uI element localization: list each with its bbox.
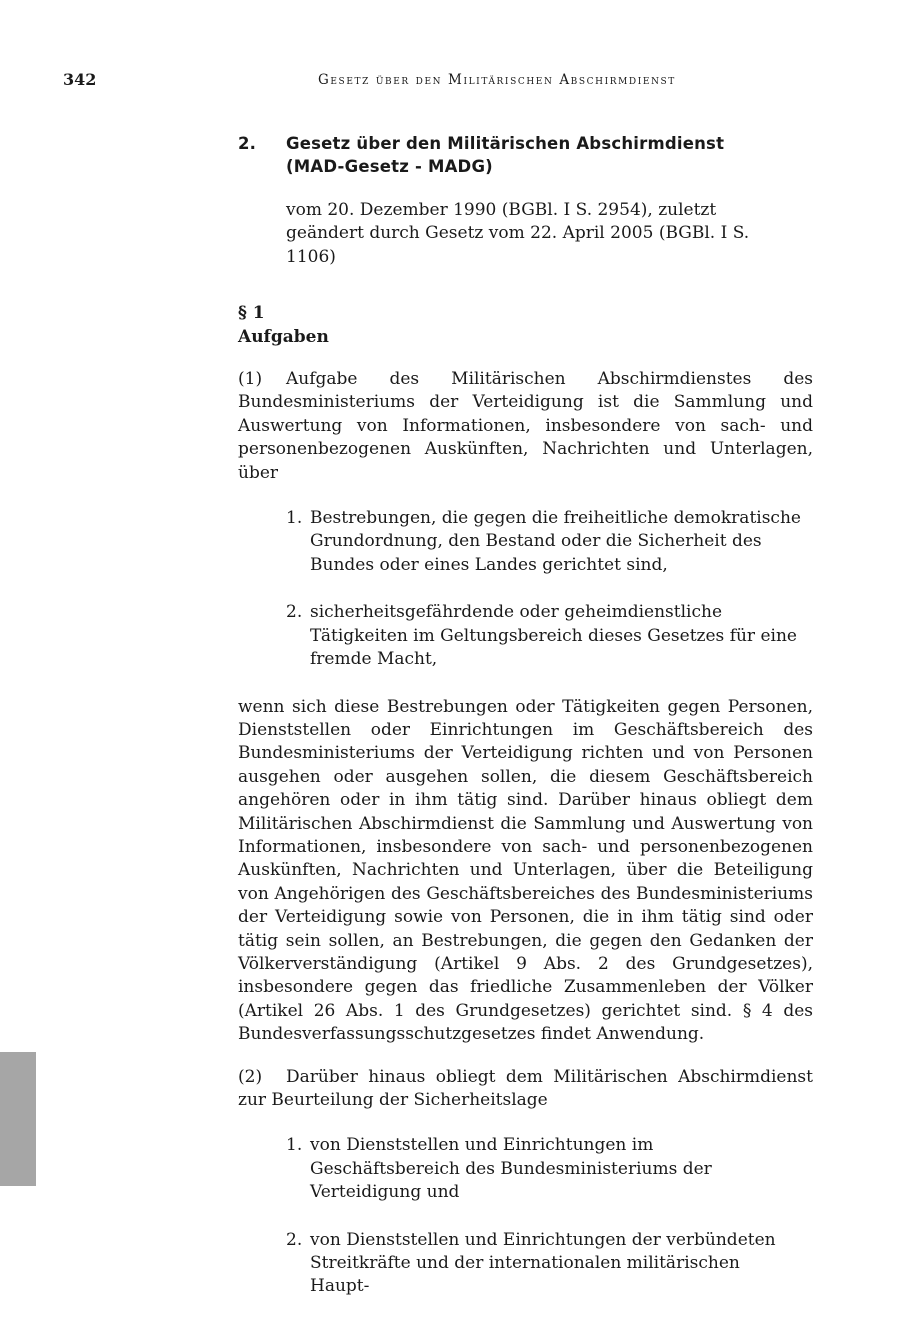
- heading-number: 2.: [238, 134, 257, 153]
- paragraph-number: (1): [238, 369, 263, 390]
- list-item-text: Bestrebungen, die gegen die freiheitliche demokratische Grundordnung, den Bestand oder die Sicherheit des Bundes oder eines Landes gerichtet sind,: [310, 508, 801, 575]
- list-item: [286, 507, 813, 577]
- section-number: § 1: [238, 303, 265, 324]
- list-item-number: 2.: [286, 1229, 303, 1250]
- paragraph-2: [238, 1066, 813, 1113]
- list-item: [286, 1134, 813, 1204]
- paragraph-1: [238, 368, 813, 485]
- paragraph-text: Darüber hinaus obliegt dem Militärischen Abschirmdienst zur Beurteilung der Sicherheitslage: [238, 1066, 813, 1110]
- document-body: [238, 132, 813, 1323]
- law-subtitle: vom 20. Dezember 1990 (BGBl. I S. 2954), zuletzt geändert durch Gesetz vom 22. April 2005 (BGBl. I S. 1106): [286, 200, 750, 267]
- list-item-text: sicherheitsgefährdende oder geheimdienstliche Tätigkeiten im Geltungsbereich dieses Gesetzes für eine fremde Macht,: [310, 602, 797, 670]
- heading-title-line2: (MAD-Gesetz - MADG): [286, 157, 493, 176]
- law-heading: [238, 132, 813, 178]
- heading-title-line1: Gesetz über den Militärischen Abschirmdienst: [286, 134, 725, 153]
- running-head: Gesetz über den Militärischen Abschirmdienst: [318, 72, 676, 88]
- page-number: 342: [63, 70, 97, 89]
- chapter-thumb-tab: [0, 1052, 36, 1186]
- paragraph-1-list: [286, 507, 813, 671]
- paragraph-1-continuation: wenn sich diese Bestrebungen oder Tätigkeiten gegen Personen, Dienststellen oder Einrichtungen im Geschäftsbereich des Bundesministeriums der Verteidigung richten und von Personen ausgehen oder ausgehen sollen, die diesem Geschäftsbereich angehören oder in ihm tätig sind. Darüber hinaus obliegt dem Militärischen Abschirmdienst die Sammlung und Auswertung von Informationen, insbesondere von sach- und personenbezogenen Auskünften, Nachrichten und Unterlagen, über die Beteiligung von Angehörigen des Geschäftsbereiches des Bundesministeriums der Verteidigung sowie von Personen, die in ihm tätig sind oder tätig sein sollen, an Bestrebungen, die gegen den Gedanken der Völkerverständigung (Artikel 9 Abs. 2 des Grundgesetzes), insbesondere gegen das friedliche Zusammenleben der Völker (Artikel 26 Abs. 1 des Grundgesetzes) gerichtet sind. § 4 des Bundesverfassungsschutzgesetzes findet Anwendung.: [238, 696, 813, 1045]
- list-item-number: 2.: [286, 602, 303, 623]
- list-item-number: 1.: [286, 508, 303, 529]
- list-item-text: von Dienststellen und Einrichtungen im Geschäftsbereich des Bundesministeriums der Verteidigung und: [310, 1135, 712, 1203]
- paragraph-number: (2): [238, 1066, 263, 1087]
- paragraph-text: Aufgabe des Militärischen Abschirmdienstes des Bundesministeriums der Verteidigung ist die Sammlung und Auswertung von Informationen, insbesondere von sach- und personenbezogenen Auskünften, Nachrichten und Unterlagen, über: [238, 369, 813, 483]
- paragraph-2-list: [286, 1134, 813, 1298]
- section-title: Aufgaben: [238, 326, 329, 347]
- list-item-text: von Dienststellen und Einrichtungen der verbündeten Streitkräfte und der internationalen militärischen Haupt-: [310, 1229, 776, 1297]
- list-item: [286, 1229, 813, 1299]
- list-item-number: 1.: [286, 1135, 303, 1156]
- heading-title: [286, 132, 766, 178]
- list-item: [286, 601, 813, 671]
